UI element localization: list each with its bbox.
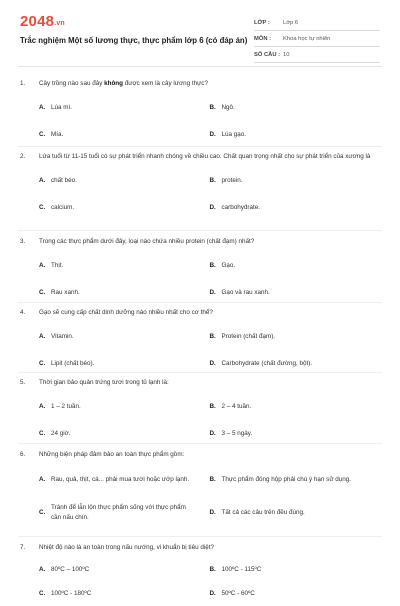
question-text-part: Cây trồng nào sau đây bbox=[39, 80, 105, 87]
option-d[interactable] bbox=[210, 194, 381, 221]
option-letter: D. bbox=[209, 359, 216, 367]
question-text bbox=[39, 542, 380, 553]
question-separator bbox=[18, 146, 382, 147]
option-text: carbohydrate. bbox=[221, 203, 261, 211]
option-text: Vitamin. bbox=[51, 332, 74, 340]
option-letter: A. bbox=[39, 176, 46, 184]
meta-row-socau bbox=[254, 47, 380, 63]
option-text: Rau, quả, thịt, cá... phải mua tươi hoặc ướp lạnh. bbox=[51, 475, 190, 483]
question-number: 6. bbox=[20, 451, 26, 458]
question-text-part: Lứa tuổi từ 11-15 tuổi có sự phát triển nhanh chóng về chiều cao. Chất quan trọng nhất cho sự phát triển của xương là bbox=[39, 153, 371, 160]
option-letter: D. bbox=[209, 590, 216, 598]
option-text: Rau xanh. bbox=[51, 288, 80, 296]
options bbox=[39, 167, 380, 221]
option-b[interactable] bbox=[210, 252, 381, 279]
option-a[interactable] bbox=[39, 323, 210, 350]
option-text: protein. bbox=[221, 176, 243, 184]
option-letter: D. bbox=[209, 429, 216, 437]
question-text-part: Gạo sẽ cung cấp chất dinh dưỡng nào nhiều nhất cho cơ thể? bbox=[39, 309, 213, 316]
question-separator bbox=[18, 443, 382, 444]
question-text-part: Trong các thực phẩm dưới đây, loại nào chứa nhiều protein (chất đạm) nhất? bbox=[39, 238, 255, 245]
question-stem bbox=[20, 542, 380, 553]
question-separator bbox=[18, 302, 382, 303]
option-text: Protein (chất đạm). bbox=[221, 332, 276, 340]
option-b[interactable] bbox=[210, 463, 381, 496]
option-letter: B. bbox=[209, 402, 216, 410]
option-letter: B. bbox=[209, 475, 216, 483]
question-number: 2. bbox=[20, 153, 26, 160]
option-text: Gạo. bbox=[221, 261, 236, 269]
option-text: Lúa gạo. bbox=[221, 130, 247, 138]
question-separator bbox=[18, 230, 382, 231]
option-letter: A. bbox=[39, 332, 46, 340]
option-letter: C. bbox=[39, 429, 46, 437]
option-letter: D. bbox=[209, 130, 216, 138]
option-a[interactable] bbox=[39, 558, 210, 582]
meta-label: SỐ CÂU : bbox=[254, 51, 281, 58]
question-text bbox=[39, 449, 380, 460]
option-letter: C. bbox=[39, 288, 46, 296]
option-letter: D. bbox=[209, 203, 216, 211]
options bbox=[39, 323, 380, 377]
question-7 bbox=[20, 542, 380, 606]
option-c[interactable] bbox=[39, 194, 210, 221]
option-text: Gạo và rau xanh. bbox=[221, 288, 270, 296]
option-letter: B. bbox=[209, 261, 216, 269]
question-text bbox=[39, 307, 380, 318]
option-text: 1 – 2 tuần. bbox=[51, 402, 81, 410]
question-stem bbox=[20, 449, 380, 460]
question-separator bbox=[18, 536, 382, 537]
options bbox=[39, 252, 380, 306]
option-text: 100ºC - 180ºC bbox=[51, 590, 92, 598]
question-text-part: Những biện pháp đảm bảo an toàn thực phẩm gồm: bbox=[39, 451, 185, 458]
question-number: 1. bbox=[20, 80, 26, 87]
option-text: 80ºC – 100ºC bbox=[51, 566, 90, 574]
option-d[interactable] bbox=[210, 582, 381, 606]
question-stem bbox=[20, 307, 380, 318]
question-text bbox=[39, 236, 380, 247]
meta-label: MÔN : bbox=[254, 35, 272, 42]
header-meta bbox=[254, 15, 380, 63]
option-text: 100ºC - 115ºC bbox=[221, 566, 262, 574]
question-number: 7. bbox=[20, 544, 26, 551]
option-a[interactable] bbox=[39, 463, 210, 496]
meta-row-mon bbox=[254, 31, 380, 47]
options bbox=[39, 94, 380, 148]
option-text: 2 – 4 tuần. bbox=[221, 402, 252, 410]
meta-value: 10 bbox=[283, 51, 290, 58]
option-text: Thực phẩm đóng hộp phải chú ý hạn sử dụng. bbox=[221, 475, 352, 483]
meta-row-lop bbox=[254, 15, 380, 31]
option-c[interactable] bbox=[39, 121, 210, 148]
option-text: Tránh để lẫn lộn thực phẩm sống với thực phẩm cần nấu chín. bbox=[51, 504, 186, 521]
meta-value: Khoa học tự nhiên bbox=[283, 35, 331, 42]
question-1 bbox=[20, 78, 380, 148]
site-logo[interactable] bbox=[20, 13, 248, 30]
option-b[interactable] bbox=[210, 167, 381, 194]
option-letter: C. bbox=[39, 203, 46, 211]
option-text: Lipit (chất béo). bbox=[51, 359, 95, 367]
question-text bbox=[39, 78, 380, 89]
question-text bbox=[39, 377, 380, 388]
option-letter: B. bbox=[209, 332, 216, 340]
option-text: Tất cả các câu trên đều đúng. bbox=[221, 508, 305, 516]
question-2 bbox=[20, 151, 380, 221]
document-title: Trắc nghiệm Một số lương thực, thực phẩm lớp 6 (có đáp án) bbox=[20, 36, 248, 45]
question-text-part: Thời gian bảo quản trứng tươi trong tủ lạnh là: bbox=[39, 379, 169, 386]
question-stem bbox=[20, 151, 380, 162]
option-letter: C. bbox=[39, 590, 46, 598]
option-letter: C. bbox=[39, 130, 46, 138]
question-stem bbox=[20, 377, 380, 388]
option-d[interactable] bbox=[210, 121, 381, 148]
question-number: 3. bbox=[20, 238, 26, 245]
option-text: 24 giờ. bbox=[51, 429, 71, 437]
question-stem bbox=[20, 236, 380, 247]
option-a[interactable] bbox=[39, 393, 210, 420]
option-c[interactable] bbox=[39, 582, 210, 606]
option-a[interactable] bbox=[39, 252, 210, 279]
logo-tld: .vn bbox=[54, 20, 65, 27]
option-letter: B. bbox=[209, 176, 216, 184]
question-6 bbox=[20, 449, 380, 529]
option-text: Lúa mì. bbox=[51, 103, 72, 111]
option-letter: C. bbox=[39, 508, 46, 516]
option-letter: B. bbox=[209, 566, 216, 574]
option-letter: A. bbox=[39, 103, 46, 111]
option-b[interactable] bbox=[210, 323, 381, 350]
question-number: 4. bbox=[20, 309, 26, 316]
question-4 bbox=[20, 307, 380, 377]
options bbox=[39, 393, 380, 447]
question-separator bbox=[18, 372, 382, 373]
option-text: Mía. bbox=[51, 130, 64, 138]
question-text bbox=[39, 151, 380, 162]
option-b[interactable] bbox=[210, 393, 381, 420]
option-a[interactable] bbox=[39, 94, 210, 121]
question-text-part: Nhiệt độ nào là an toàn trong nấu nướng, vi khuẩn bị tiêu diệt? bbox=[39, 544, 214, 551]
option-letter: A. bbox=[39, 566, 46, 574]
header-divider bbox=[18, 66, 382, 67]
question-number: 5. bbox=[20, 379, 26, 386]
meta-value: Lớp 6 bbox=[283, 19, 299, 26]
option-letter: D. bbox=[209, 508, 216, 516]
options bbox=[39, 463, 380, 529]
question-text-part: được xem là cây lương thực? bbox=[123, 80, 208, 87]
option-text: Thịt. bbox=[51, 261, 64, 269]
option-text: calcium. bbox=[51, 203, 75, 211]
option-d[interactable] bbox=[210, 496, 381, 529]
option-letter: B. bbox=[209, 103, 216, 111]
option-letter: A. bbox=[39, 261, 46, 269]
question-5 bbox=[20, 377, 380, 447]
option-letter: A. bbox=[39, 475, 46, 483]
option-a[interactable] bbox=[39, 167, 210, 194]
option-text: Carbohydrate (chất đường, bột). bbox=[221, 359, 313, 367]
question-3 bbox=[20, 236, 380, 306]
question-text-bold: không bbox=[104, 80, 123, 87]
option-text: 3 – 5 ngày. bbox=[221, 429, 253, 437]
options bbox=[39, 558, 380, 606]
logo-main: 2048 bbox=[20, 13, 55, 30]
option-letter: A. bbox=[39, 402, 46, 410]
option-c[interactable] bbox=[39, 496, 210, 529]
option-b[interactable] bbox=[210, 94, 381, 121]
meta-label: LỚP : bbox=[254, 19, 270, 26]
option-letter: C. bbox=[39, 359, 46, 367]
question-stem bbox=[20, 78, 380, 89]
header-left bbox=[20, 13, 248, 47]
option-text: 50ºC - 60ºC bbox=[221, 590, 255, 598]
option-text: chất béo. bbox=[51, 176, 77, 184]
option-b[interactable] bbox=[210, 558, 381, 582]
option-text: Ngô. bbox=[221, 103, 235, 111]
option-letter: D. bbox=[209, 288, 216, 296]
